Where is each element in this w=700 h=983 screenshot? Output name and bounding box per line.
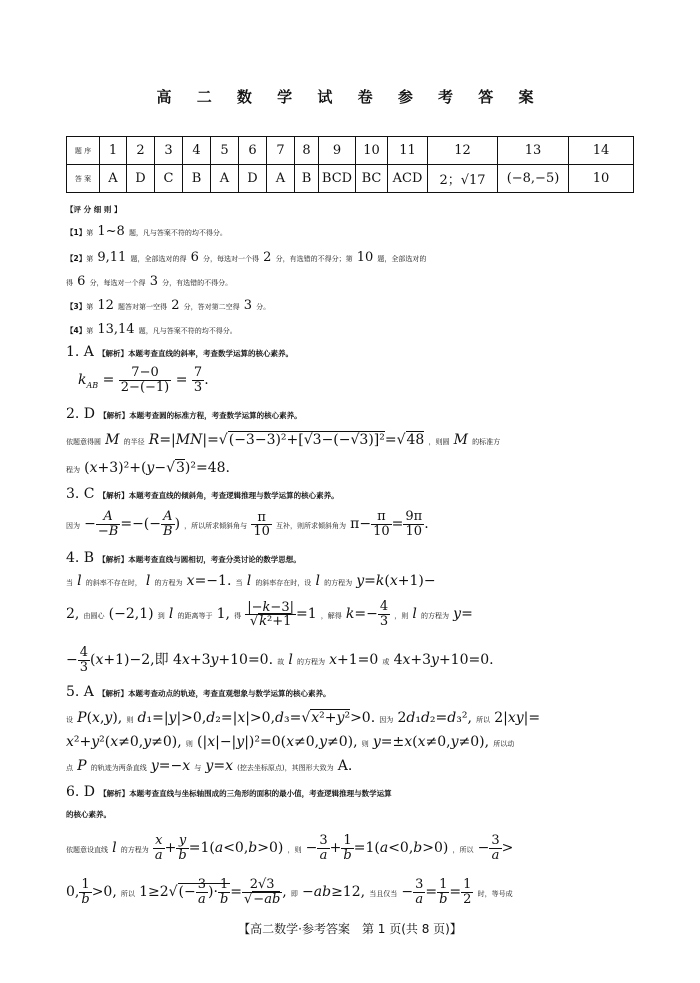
rule-text: 第 [86, 255, 94, 263]
solution-text: ，解得 [320, 612, 342, 621]
solution-tag: 【解析】 [98, 349, 129, 358]
rule-text: 题，全部选对的得 [130, 255, 187, 263]
rule-text: 2 [171, 298, 180, 313]
question-number: 1 [100, 137, 127, 165]
solution-4-line-3: − $\frac{4}{3}$ (x+1)−2,即 4x+3y+10=0. 故 l 的方程为 x+1=0 或 4x+3y+10=0. [66, 645, 494, 675]
solution-text: 程为 [66, 466, 80, 474]
row-header: 答 案 [67, 165, 100, 193]
solution-2-line-1: 依题意得圆 M 的半径 R=|MN|=√(−3−3)²+[√3−(−√3)]²=√48 ，则圆 M 的标准方 [66, 432, 501, 448]
rule-tag: 【4】 [66, 326, 87, 335]
solution-label: 5. A [66, 684, 94, 700]
solution-1-formula: $k_{AB}$ = $\frac{7-0}{2-(-1)}$ = $\frac{7}{3}$ . [78, 365, 209, 395]
solution-4-line-2: 2, 由圆心 (−2,1) 到 l 的距离等于 1, 得 $\frac{|-k-3|}{\text{√k²+1}}$ =1 ，解得 k=− $\frac{4}{3}$ ，则 l 的方程为 y= [66, 599, 473, 630]
answer-cell: A [267, 165, 295, 193]
solution-text: 到 [157, 612, 165, 621]
solution-6-heading-cont [66, 806, 111, 821]
solution-text: 的距离等于 [177, 612, 213, 621]
answer-cell: ACD [388, 165, 428, 193]
solution-text: 即 [290, 890, 298, 899]
answer-cell: B [295, 165, 319, 193]
rule-text: 分，每选对一个得 [89, 279, 146, 287]
solution-5-line-3: 点 P 的轨迹为两条直线 y=−x 与 y=x (挖去坐标原点)，其图形大致为 A. [66, 758, 353, 774]
solution-tag: 【解析】 [99, 789, 130, 798]
solution-text: 由圆心 [83, 612, 105, 621]
page-footer: 【高二数学·参考答案 第 1 页(共 8 页)】 [238, 922, 462, 936]
question-number: 8 [295, 137, 319, 165]
rule-text: 第 [86, 303, 94, 311]
question-number: 14 [569, 137, 634, 165]
answer-cell: D [239, 165, 267, 193]
solution-text: 时，等号成 [477, 890, 513, 899]
solution-5-line-2: x²+y²(x≠0,y≠0), 则 (|x|−|y|)²=0(x≠0,y≠0), 则 y=±x(x≠0,y≠0), 所以动 [66, 734, 515, 750]
rule-text: 题，凡与答案不符的均不得分。 [138, 327, 237, 335]
solution-5-line-1: 设 P(x,y), 则 d₁=|y|>0,d₂=|x|>0,d₃=√x²+y²>0. 因为 2d₁d₂=d₃², 所以 2|xy|= [66, 710, 541, 726]
rule-text: 6 [190, 250, 199, 265]
rule-text: 1~8 [97, 224, 125, 239]
rule-tag: 【1】 [66, 228, 87, 237]
solution-6-line-2: 0, $\frac{1}{b}$ >0, 所以 1≥2√(− $\frac{3}{a}$ )· $\frac{1}{b}$ = $\frac{2√3}{√-ab}$ , 即 −ab≥12, 当且仅当 − $\frac{3}{a}$ = $\frac{1}{b}$ = $\frac{1}{2}$ 时，等号成 [66, 877, 513, 907]
rule-text: 9,11 [97, 250, 127, 265]
question-number: 6 [239, 137, 267, 165]
question-number: 12 [428, 137, 498, 165]
rule-tag: 【2】 [66, 254, 87, 263]
answer-cell: D [127, 165, 155, 193]
answer-cell: A [100, 165, 127, 193]
answer-cell: (−8,−5) [498, 165, 569, 193]
rule-text: 题答对第一空得 [118, 303, 168, 311]
solution-label: 3. C [66, 486, 95, 502]
solution-text: 因为 [66, 522, 80, 531]
answer-table [66, 136, 634, 193]
solution-label: 2. D [66, 406, 96, 422]
solution-text: 的方程为 [120, 846, 149, 855]
question-number: 13 [498, 137, 569, 165]
solution-2-heading [66, 406, 302, 422]
rule-text: 10 [356, 250, 374, 265]
rule-text: 得 [66, 279, 73, 287]
row-header: 题 序 [67, 137, 100, 165]
solution-text: 则 [185, 740, 193, 748]
solution-text: 所以动 [493, 740, 515, 748]
solution-text: 所以 [476, 716, 491, 724]
question-number: 2 [127, 137, 155, 165]
rule-text: 分，有选错的不得分。 [162, 279, 233, 287]
solution-tag: 【解析】 [98, 491, 129, 500]
solution-desc: 本题考查直线的倾斜角，考查逻辑推理与数学运算的核心素养。 [128, 491, 339, 500]
solution-label: 6. D [66, 784, 96, 800]
rule-2-cont [66, 274, 232, 289]
solution-text: 的轨迹为两条直线 [90, 764, 147, 772]
solution-tag: 【解析】 [98, 555, 129, 564]
rule-text: 6 [77, 274, 86, 289]
answer-cell: A [211, 165, 239, 193]
page-title: 高 二 数 学 试 卷 参 考 答 案 [156, 88, 544, 106]
question-number: 3 [155, 137, 183, 165]
solution-2-line-2: 程为 (x+3)²+(y−√3)²=48. [66, 460, 230, 476]
solution-6-heading [66, 784, 392, 800]
solution-text: 当 [66, 579, 73, 587]
solution-4-line-1: 当 l 的斜率不存在时， l 的方程为 x=−1. 当 l 的斜率存在时，设 l 的方程为 y=k(x+1)− [66, 573, 436, 589]
solution-3-heading [66, 486, 339, 502]
solution-text: 设 [66, 716, 73, 724]
solution-text: 所以 [120, 890, 135, 899]
question-number: 4 [183, 137, 211, 165]
question-number: 11 [388, 137, 428, 165]
answer-cell: BC [356, 165, 388, 193]
solution-1-heading [66, 344, 293, 360]
answer-cell: B [183, 165, 211, 193]
answer-cell: C [155, 165, 183, 193]
question-number: 7 [267, 137, 295, 165]
solution-text: 的方程为 [421, 612, 450, 621]
solution-text: (挖去坐标原点)，其图形大致为 [237, 764, 334, 772]
solution-desc: 本题考查直线的斜率，考查数学运算的核心素养。 [128, 349, 294, 358]
solution-6-line-1: 依题意设直线 l 的方程为 $\frac{x}{a}$ + $\frac{y}{b}$ =1(a<0,b>0) ，则 − $\frac{3}{a}$ + $\frac{1}{b}$ =1(a<0,b>0) ，所以 − $\frac{3}{a}$ > [66, 833, 514, 863]
solution-text: 的斜率存在时，设 [255, 579, 312, 587]
solution-text: 点 [66, 764, 73, 772]
solution-text: A. [337, 758, 353, 774]
solution-text: 互补，则所求倾斜角为 [276, 522, 346, 531]
rule-text: 分，每选对一个得 [203, 255, 260, 263]
rule-text: 3 [149, 274, 158, 289]
solution-text: 因为 [379, 716, 394, 724]
rule-4 [66, 322, 237, 337]
solution-label: 4. B [66, 550, 95, 566]
solution-text: ，所以 [452, 846, 474, 855]
solution-text: 得 [234, 612, 242, 621]
answer-cell: 2；√17 [428, 165, 498, 193]
solution-text: 的方程为 [296, 658, 325, 667]
rule-text: 第 [86, 229, 94, 237]
solution-text: 则 [126, 716, 134, 724]
solution-tag: 【解析】 [99, 411, 130, 420]
solution-text: 的方程为 [324, 579, 353, 587]
answer-cell: 10 [569, 165, 634, 193]
solution-text: 或 [382, 658, 390, 667]
question-number: 9 [319, 137, 356, 165]
solution-text: 与 [194, 764, 202, 772]
solution-3-line-1: 因为 − $\frac{A}{-B}$ =−(− $\frac{A}{B}$ ) ，所以所求倾斜角与 $\frac{\pi}{10}$ 互补，则所求倾斜角为 π− $\frac{\pi}{10}$ = $\frac{9\pi}{10}$ . [66, 509, 429, 540]
solution-text: ，则圆 [428, 438, 450, 446]
solution-text: 的标准方 [472, 438, 501, 446]
solution-desc: 本题考查动点的轨迹，考查直观想象与数学运算的核心素养。 [128, 689, 331, 698]
solution-desc: 本题考查直线与圆相切，考查分类讨论的数学思想。 [128, 555, 301, 564]
solution-5-heading [66, 684, 331, 700]
solution-text: ，所以所求倾斜角与 [184, 522, 248, 531]
solution-desc: 的核心素养。 [66, 810, 111, 819]
solution-text: 的斜率不存在时， [85, 579, 142, 587]
table-row [67, 165, 634, 193]
solution-text: 当且仅当 [369, 890, 398, 899]
rule-text: 第 [86, 327, 94, 335]
solution-desc: 本题考查直线与坐标轴围成的三角形的面积的最小值，考查逻辑推理与数学运算 [129, 789, 392, 798]
rule-text: 分。 [256, 303, 271, 311]
table-row [67, 137, 634, 165]
solution-text: 则 [361, 740, 369, 748]
solution-tag: 【解析】 [98, 689, 129, 698]
solution-text: 依题意得圆 [66, 438, 101, 446]
rule-text: 3 [243, 298, 253, 313]
question-number: 10 [356, 137, 388, 165]
solution-text: 依题意设直线 [66, 846, 108, 855]
rule-text: 2 [263, 250, 272, 265]
solution-text: ，则 [394, 612, 409, 621]
rule-tag: 【3】 [66, 302, 87, 311]
solution-label: 1. A [66, 344, 94, 360]
rule-1 [66, 224, 227, 239]
solution-text: 当 [235, 579, 243, 587]
solution-text: 的方程为 [154, 579, 183, 587]
rule-text: 题，全部选对的 [377, 255, 427, 263]
question-number: 5 [211, 137, 239, 165]
rule-text: 13,14 [97, 322, 135, 337]
solution-text: ，则 [287, 846, 302, 855]
rules-heading: 【评 分 细 则 】 [66, 205, 122, 214]
rule-3 [66, 298, 270, 313]
solution-desc: 本题考查圆的标准方程，考查数学运算的核心素养。 [129, 411, 302, 420]
solution-4-heading [66, 550, 301, 566]
solution-text: 的半径 [123, 438, 145, 446]
solution-text: 故 [277, 658, 285, 667]
rule-text: 分，答对第二空得 [183, 303, 240, 311]
rule-text: 题，凡与答案不符的均不得分。 [128, 229, 227, 237]
rule-text: 分，有选错的不得分；第 [275, 255, 353, 263]
answer-cell: BCD [319, 165, 356, 193]
rule-text: 12 [97, 298, 114, 313]
rule-2 [66, 250, 426, 265]
